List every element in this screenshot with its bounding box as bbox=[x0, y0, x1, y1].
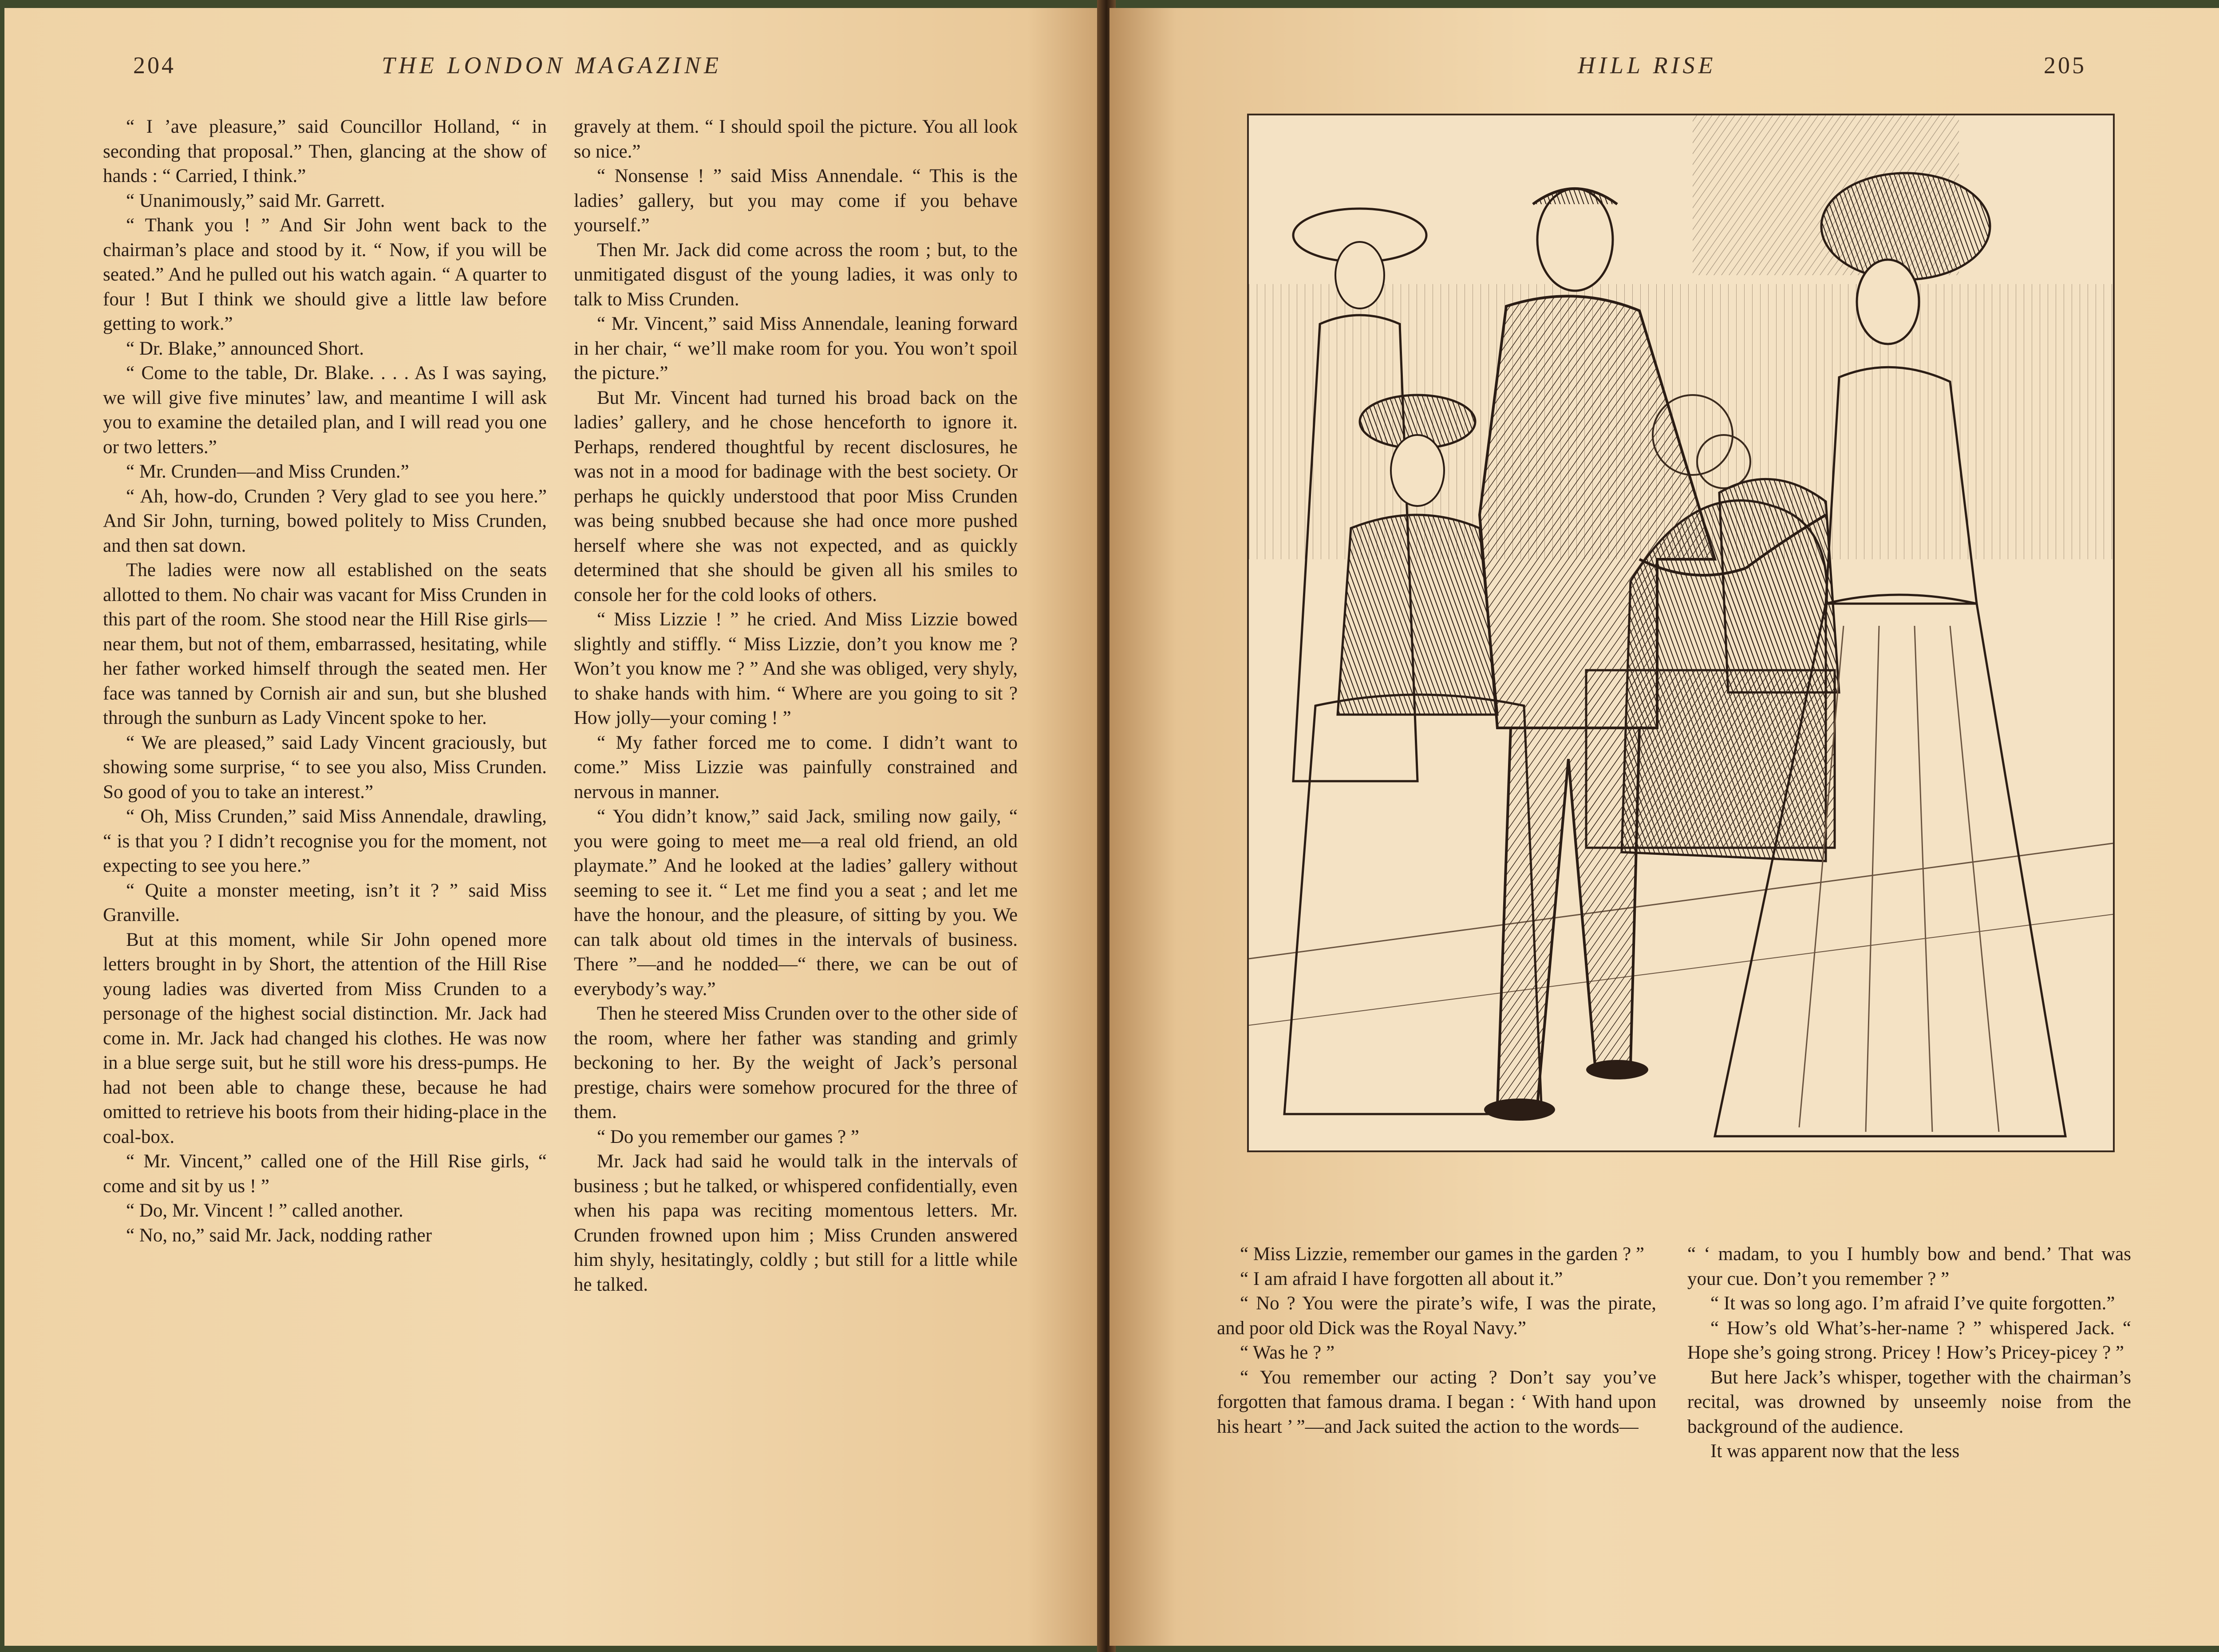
paragraph: “ Do, Mr. Vincent ! ” called another. bbox=[126, 1200, 403, 1221]
paragraph: “ Unanimously,” said Mr. Garrett. bbox=[126, 190, 385, 211]
paragraph: “ Thank you ! ” And Sir John went back to the chairman’s place and stood by it. “ Now, if you will be seated.” And he pulled out his watch again. “ A quarter to four ! But I think we should give a little law before getting to work.” bbox=[103, 215, 547, 334]
paragraph: gravely at them. “ I should spoil the picture. You all look so nice.” bbox=[574, 116, 1018, 162]
left-column-2 bbox=[574, 115, 1018, 1297]
paragraph: “ Come to the table, Dr. Blake. . . . As I was saying, we will give five minutes’ law, and meantime I will ask you to examine the detailed plan, and I will read you one or two letters.” bbox=[103, 363, 547, 458]
illustration-drawing bbox=[1249, 115, 2113, 1150]
paragraph: “ No, no,” said Mr. Jack, nodding rather bbox=[126, 1225, 432, 1246]
paragraph: “ Dr. Blake,” announced Short. bbox=[126, 338, 364, 359]
illustration bbox=[1247, 114, 2115, 1152]
paragraph: But here Jack’s whisper, together with the chairman’s recital, was drowned by unseemly noise from the background of the audience. bbox=[1687, 1367, 2131, 1437]
right-column-1 bbox=[1217, 1242, 1656, 1439]
paragraph: “ It was so long ago. I’m afraid I’ve quite forgotten.” bbox=[1710, 1293, 2115, 1314]
paragraph: “ Do you remember our games ? ” bbox=[597, 1126, 860, 1147]
paragraph: “ How’s old What’s-her-name ? ” whispered Jack. “ Hope she’s going strong. Pricey ! How’s Pricey-picey ? ” bbox=[1687, 1317, 2131, 1363]
paragraph: “ You remember our acting ? Don’t say you’ve forgotten that famous drama. I began : ‘ With hand upon his heart ’ ”—and Jack suited the action to the words— bbox=[1217, 1367, 1656, 1437]
paragraph: “ We are pleased,” said Lady Vincent graciously, but showing some surprise, “ to see you also, Miss Crunden. So good of you to take an interest.” bbox=[103, 732, 547, 802]
paragraph: Then Mr. Jack did come across the room ; but, to the unmitigated disgust of the young ladies, it was only to talk to Miss Crunden. bbox=[574, 239, 1018, 310]
page-number-right: 205 bbox=[2044, 52, 2086, 79]
running-head-right: HILL RISE bbox=[1578, 52, 1717, 79]
paragraph: “ Was he ? ” bbox=[1240, 1342, 1335, 1363]
paragraph: “ Quite a monster meeting, isn’t it ? ” said Miss Granville. bbox=[103, 880, 547, 925]
paragraph: “ Mr. Crunden—and Miss Crunden.” bbox=[126, 461, 409, 482]
paragraph: “ No ? You were the pirate’s wife, I was the pirate, and poor old Dick was the Royal Navy.” bbox=[1217, 1293, 1656, 1339]
paragraph: Then he steered Miss Crunden over to the other side of the room, where her father was standing and grimly beckoning to her. By the weight of Jack’s personal prestige, chairs were somehow procured for the three of them. bbox=[574, 1003, 1018, 1122]
paragraph: The ladies were now all established on the seats allotted to them. No chair was vacant for Miss Crunden in this part of the room. She stood near the Hill Rise girls—near them, but not of them, embarrassed, hesitating, while her father worked himself through the seated men. Her face was tanned by Cornish air and sun, but she blushed through the sunburn as Lady Vincent spoke to her. bbox=[103, 560, 547, 728]
left-column-1 bbox=[103, 115, 547, 1248]
paragraph: “ I ’ave pleasure,” said Councillor Holland, “ in seconding that proposal.” Then, glancing at the show of hands : “ Carried, I think.” bbox=[103, 116, 547, 186]
right-column-2 bbox=[1687, 1242, 2131, 1464]
page-number-left: 204 bbox=[133, 52, 176, 79]
paragraph: “ Ah, how-do, Crunden ? Very glad to see you here.” And Sir John, turning, bowed politely to Miss Crunden, and then sat down. bbox=[103, 486, 547, 556]
paragraph: “ ‘ madam, to you I humbly bow and bend.’ That was your cue. Don’t you remember ? ” bbox=[1687, 1244, 2131, 1289]
paragraph: “ Nonsense ! ” said Miss Annendale. “ This is the ladies’ gallery, but you may come if you behave yourself.” bbox=[574, 166, 1018, 236]
paragraph: But Mr. Vincent had turned his broad back on the ladies’ gallery, and he chose henceforth to ignore it. Perhaps, rendered thoughtful by recent disclosures, he was not in a mood for badinage with the best society. Or perhaps he quickly understood that poor Miss Crunden was being snubbed because she had once more pushed herself where she was not expected, and as quickly determined that she should be given all his smiles to console her for the cold looks of others. bbox=[574, 387, 1018, 605]
paragraph: “ My father forced me to come. I didn’t want to come.” Miss Lizzie was painfully constrained and nervous in manner. bbox=[574, 732, 1018, 802]
paragraph: “ Miss Lizzie, remember our games in the garden ? ” bbox=[1240, 1244, 1644, 1265]
paragraph: It was apparent now that the less bbox=[1710, 1441, 1960, 1462]
paragraph: “ Miss Lizzie ! ” he cried. And Miss Lizzie bowed slightly and stiffly. “ Miss Lizzie, don’t you know me ? Won’t you know me ? ” And she was obliged, very shyly, to shake hands with him. “ Where are you going to sit ? How jolly—your coming ! ” bbox=[574, 609, 1018, 728]
paragraph: “ I am afraid I have forgotten all about it.” bbox=[1240, 1268, 1563, 1289]
left-page bbox=[4, 8, 1104, 1646]
running-head-left: THE LONDON MAGAZINE bbox=[382, 52, 723, 79]
paragraph: “ You didn’t know,” said Jack, smiling now gaily, “ you were going to meet me—a real old friend, an old playmate.” And he looked at the ladies’ gallery without seeming to see it. “ Let me find you a seat ; and let me have the honour, and the pleasure, of sitting by you. We can talk about old times in the intervals of business. There ”—and he nodded—“ there, we can be out of everybody’s way.” bbox=[574, 806, 1018, 1000]
paragraph: “ Mr. Vincent,” called one of the Hill Rise girls, “ come and sit by us ! ” bbox=[103, 1151, 547, 1197]
paragraph: “ Oh, Miss Crunden,” said Miss Annendale, drawling, “ is that you ? I didn’t recognise you for the moment, not expecting to see you here.” bbox=[103, 806, 547, 876]
paragraph: Mr. Jack had said he would talk in the intervals of business ; but he talked, or whispered confidentially, even when his papa was reciting momentous letters. Mr. Crunden frowned upon him ; Miss Crunden answered him shyly, hesitatingly, coldly ; but still for a little while he talked. bbox=[574, 1151, 1018, 1295]
paragraph: “ Mr. Vincent,” said Miss Annendale, leaning forward in her chair, “ we’ll make room for you. You won’t spoil the picture.” bbox=[574, 313, 1018, 383]
right-page bbox=[1110, 8, 2219, 1646]
paragraph: But at this moment, while Sir John opened more letters brought in by Short, the attention of the Hill Rise young ladies was diverted from Miss Crunden to a personage of the highest social distinction. Mr. Jack had come in. Mr. Jack had changed his clothes. He was now in a blue serge suit, but he still wore his dress-pumps. He had not been able to change these, because he had omitted to retrieve his boots from their hiding-place in the coal-box. bbox=[103, 929, 547, 1147]
